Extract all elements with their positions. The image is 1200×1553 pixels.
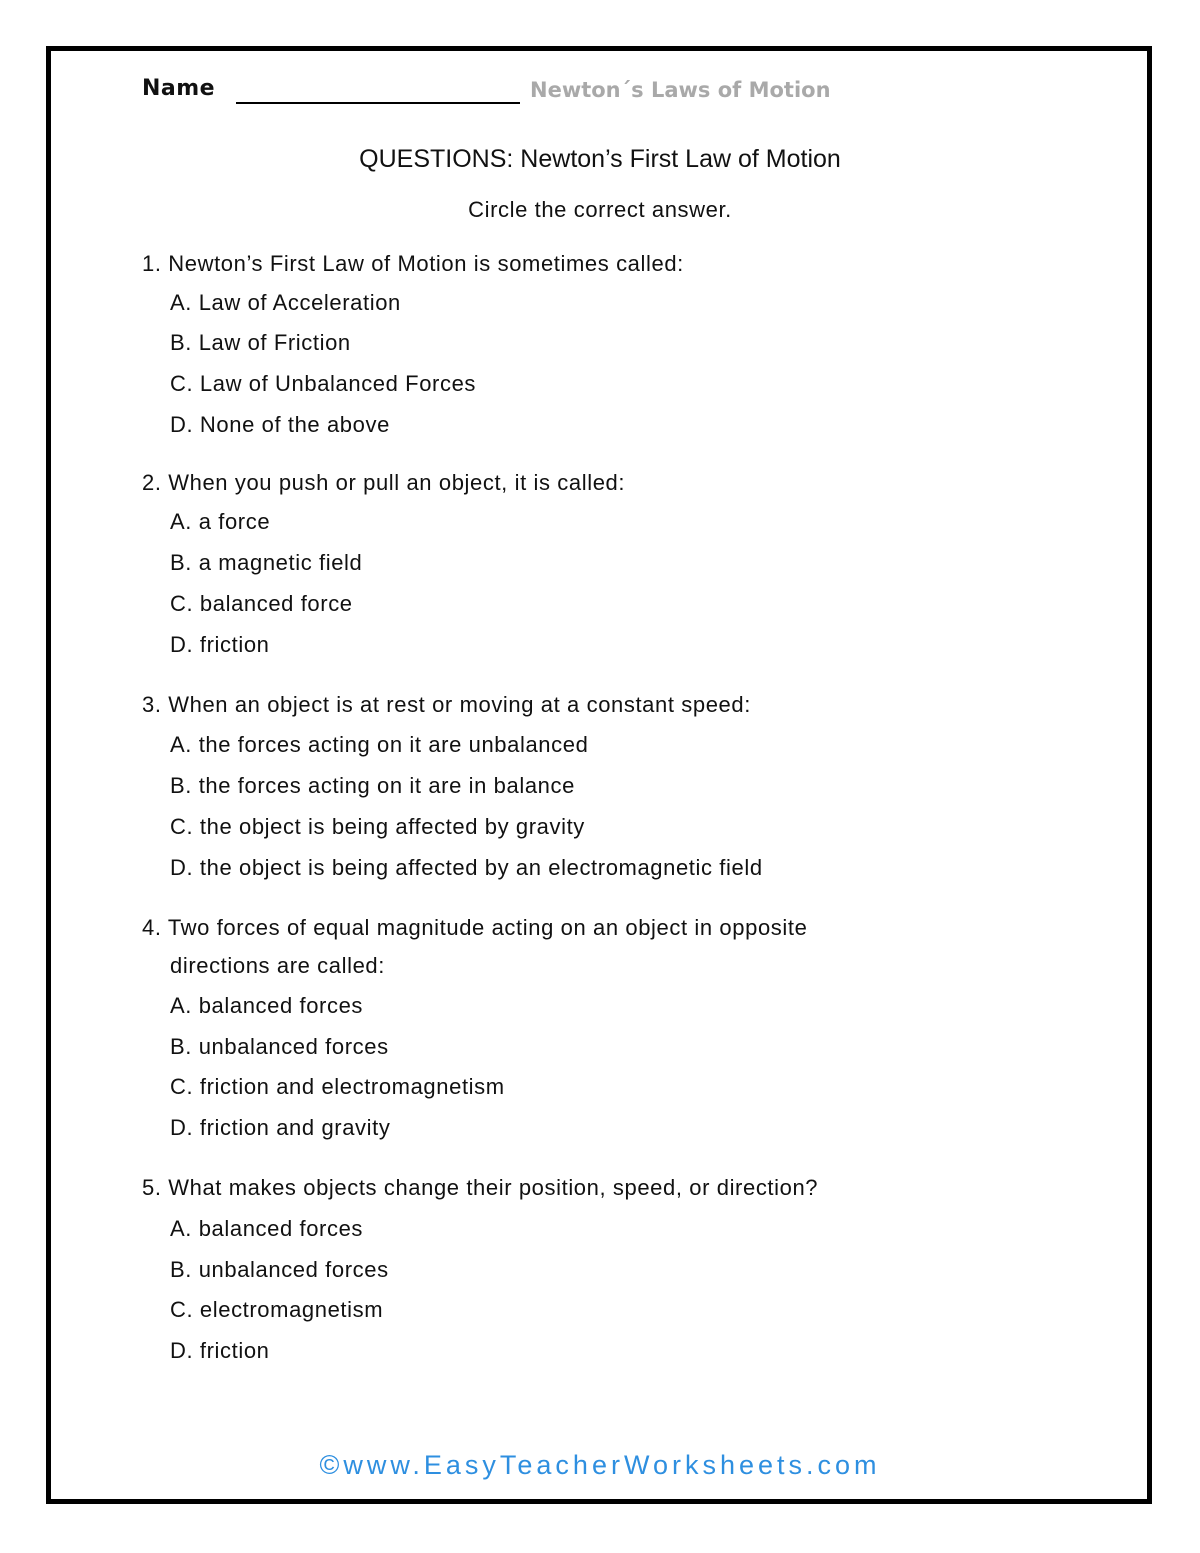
footer-copyright-link[interactable]: ©www.EasyTeacherWorksheets.com (319, 1450, 881, 1480)
question-3-option-b[interactable]: B. the forces acting on it are in balance (170, 773, 575, 798)
question-5-option-a[interactable]: A. balanced forces (170, 1216, 364, 1241)
name-label: Name (142, 76, 216, 101)
question-1-option-b[interactable]: B. Law of Friction (170, 330, 351, 355)
question-2-option-b[interactable]: B. a magnetic field (170, 550, 363, 575)
worksheet-title: QUESTIONS: Newton’s First Law of Motion (359, 145, 841, 173)
question-2-option-c[interactable]: C. balanced force (170, 591, 353, 616)
question-3-option-c[interactable]: C. the object is being affected by gravity (170, 814, 585, 839)
question-3-option-a[interactable]: A. the forces acting on it are unbalanced (170, 732, 589, 757)
question-5-option-b[interactable]: B. unbalanced forces (170, 1257, 389, 1282)
question-4-option-d[interactable]: D. friction and gravity (170, 1115, 391, 1140)
question-2-option-a[interactable]: A. a force (170, 509, 271, 534)
question-4-option-a[interactable]: A. balanced forces (170, 993, 364, 1018)
question-1-option-c[interactable]: C. Law of Unbalanced Forces (170, 371, 477, 396)
name-blank-line[interactable] (236, 102, 520, 104)
question-3-option-d[interactable]: D. the object is being affected by an electromagnetic field (170, 855, 763, 880)
question-5-option-c[interactable]: C. electromagnetism (170, 1297, 384, 1322)
header-title: Newton´s Laws of Motion (530, 78, 831, 102)
question-4-option-b[interactable]: B. unbalanced forces (170, 1034, 389, 1059)
question-4-stem (142, 909, 807, 985)
question-3-stem: 3. When an object is at rest or moving at a constant speed: (142, 692, 751, 717)
question-4-stem-line2: directions are called: (170, 953, 385, 978)
question-2-stem: 2. When you push or pull an object, it is called: (142, 470, 626, 495)
question-5-stem: 5. What makes objects change their position, speed, or direction? (142, 1175, 819, 1200)
question-1-option-d[interactable]: D. None of the above (170, 412, 390, 437)
instructions: Circle the correct answer. (468, 197, 732, 222)
question-1-stem: 1. Newton’s First Law of Motion is sometimes called: (142, 251, 684, 276)
question-2-option-d[interactable]: D. friction (170, 632, 270, 657)
question-1-option-a[interactable]: A. Law of Acceleration (170, 290, 401, 315)
question-4-option-c[interactable]: C. friction and electromagnetism (170, 1074, 505, 1099)
question-4-stem-line1: 4. Two forces of equal magnitude acting on an object in opposite (142, 915, 808, 940)
question-5-option-d[interactable]: D. friction (170, 1338, 270, 1363)
